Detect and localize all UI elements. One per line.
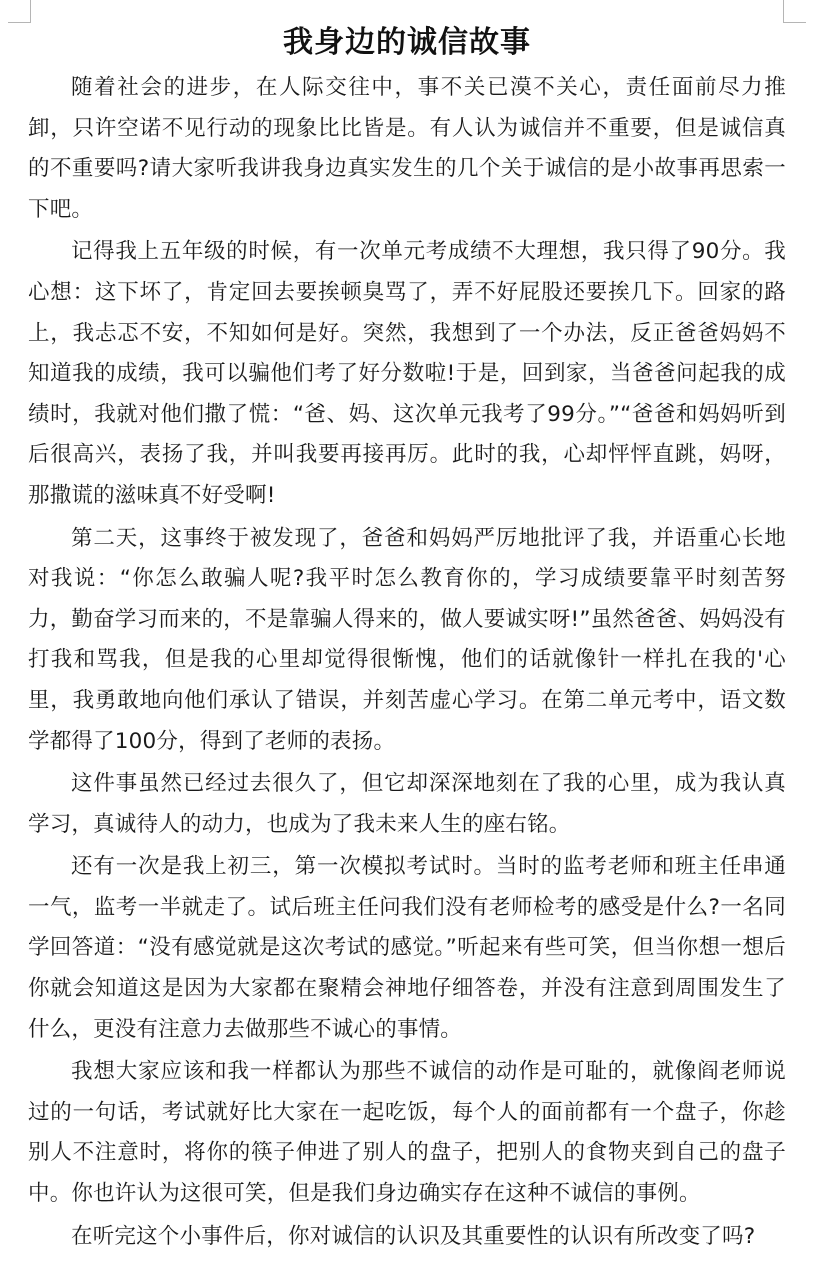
paragraph-closing-question: 在听完这个小事件后，你对诚信的认识及其重要性的认识有所改变了吗? [71,1223,756,1249]
crop-mark-top-left [8,0,31,23]
paragraph-fifth-grade-story: 记得我上五年级的时候，有一次单元考成绩不大理想，我只得了90分。我心想：这下坏了，肯定回去要挨顿臭骂了，弄不好屁股还要挨几下。回家的路上，我忐忑不安，不知如何是好。突然，我想到了一个办法，反正爸爸妈妈不知道我的成绩，我可以骗他们考了好分数啦!于是，回到家，当爸爸问起我的成绩时，我就对他们撒了慌：“爸、妈、这次单元我考了99分。”“爸爸和妈妈听到后很高兴，表扬了我，并叫我要再接再厉。此时的我，心却怦怦直跳，妈呀，那撒谎的滋味真不好受啊! [28,239,786,508]
crop-mark-top-right [783,0,806,23]
paragraph-intro: 随着社会的进步，在人际交往中，事不关已漠不关心，责任面前尽力推卸，只许空诺不见行动的现象比比皆是。有人认为诚信并不重要，但是诚信真的不重要吗?请大家听我讲我身边真实发生的几个关于诚信的是小故事再思索一下吧。 [28,75,786,222]
paragraph-next-day: 第二天，这事终于被发现了，爸爸和妈妈严厉地批评了我，并语重心长地对我说：“你怎么敢骗人呢?我平时怎么教育你的，学习成绩要靠平时刻苦努力，勤奋学习而来的，不是靠骗人得来的，做人要诚实呀!”虽然爸爸、妈妈没有打我和骂我，但是我的心里却觉得很惭愧，他们的话就像针一样扎在我的'心里，我勇敢地向他们承认了错误，并刻苦虚心学习。在第二单元考中，语文数学都得了100分，得到了老师的表扬。 [28,525,786,754]
paragraph-dinner-analogy: 我想大家应该和我一样都认为那些不诚信的动作是可耻的，就像阎老师说过的一句话，考试就好比大家在一起吃饭，每个人的面前都有一个盘子，你趁别人不注意时，将你的筷子伸进了别人的盘子，把别人的食物夹到自己的盘子中。你也许认为这很可笑，但是我们身边确实存在这种不诚信的事例。 [28,1059,786,1207]
paragraph-reflection: 这件事虽然已经过去很久了，但它却深深地刻在了我的心里，成为我认真学习，真诚待人的动力，也成为了我未来人生的座右铭。 [28,771,786,837]
document-title: 我身边的诚信故事 [283,25,531,60]
paragraph-mock-exam: 还有一次是我上初三，第一次模拟考试时。当时的监考老师和班主任串通一气，监考一半就走了。试后班主任问我们没有老师检考的感受是什么?一名同学回答道：“没有感觉就是这次考试的感觉。”听起来有些可笑，但当你想一想后你就会知道这是因为大家都在聚精会神地仔细答卷，并没有注意到周围发生了什么，更没有注意力去做那些不诚心的事情。 [28,854,786,1042]
document-body [28,68,786,1259]
